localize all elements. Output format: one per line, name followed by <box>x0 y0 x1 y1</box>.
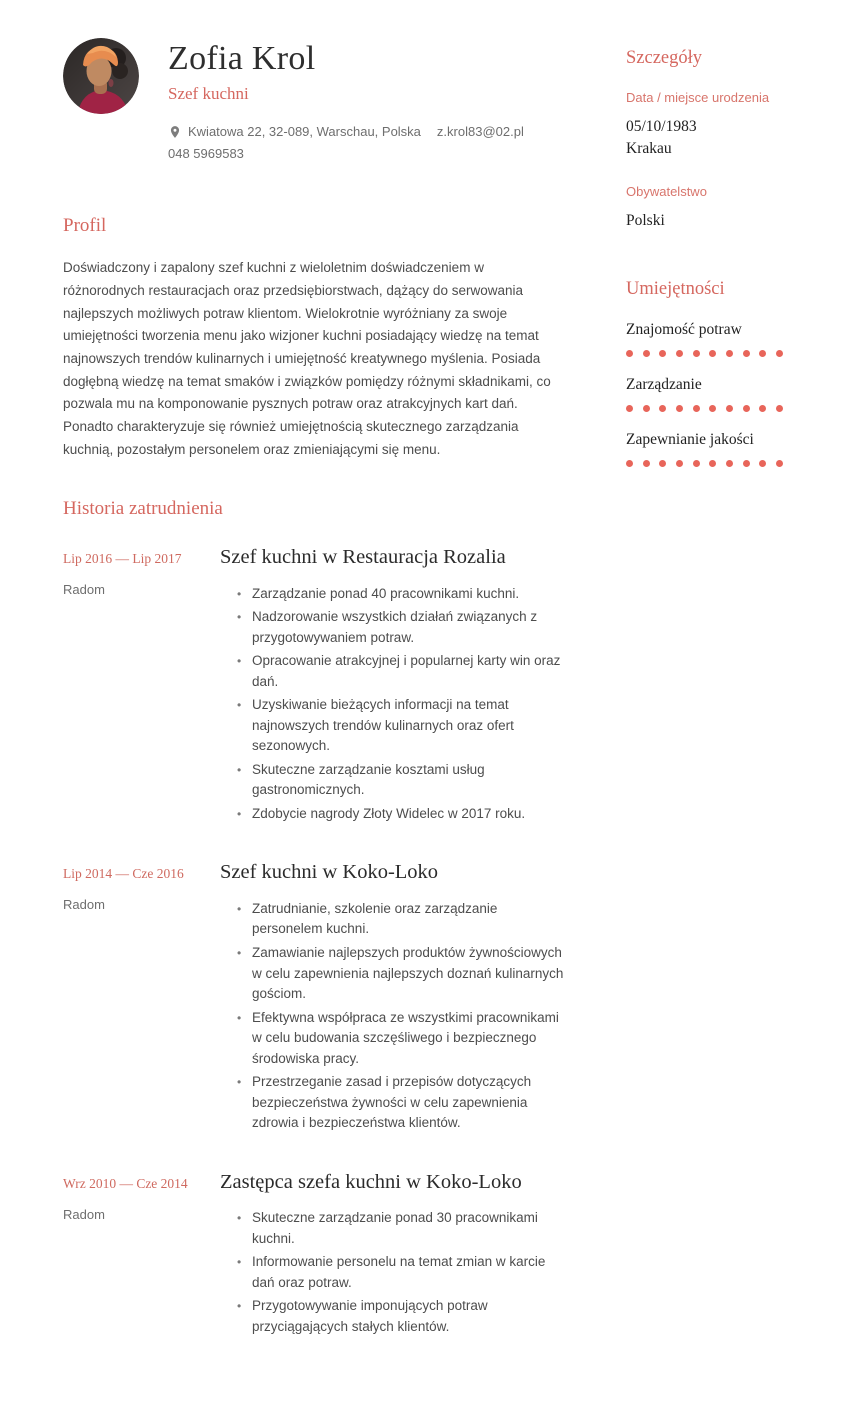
rating-dot <box>693 460 700 467</box>
job-content <box>220 860 569 1136</box>
job-location: Radom <box>63 897 105 913</box>
profile-section <box>63 215 569 461</box>
job-location: Radom <box>63 582 105 598</box>
main-column <box>63 38 569 1373</box>
rating-dot <box>659 405 666 412</box>
job-title: Szef kuchni w Restauracja Rozalia <box>220 546 506 569</box>
rating-dot <box>676 460 683 467</box>
job-duty: • Przygotowywanie imponujących potraw przyciągających stałych klientów. <box>237 1296 569 1337</box>
rating-dot <box>626 405 633 412</box>
job-content <box>220 545 569 827</box>
contact-line <box>168 124 524 139</box>
birth-date-value: 05/10/1983 <box>626 118 697 136</box>
profile-photo-illustration <box>63 38 139 114</box>
skill-rating-dots <box>626 405 783 412</box>
job-content <box>220 1170 569 1341</box>
skill-item <box>626 376 783 412</box>
profile-heading: Profil <box>63 215 107 237</box>
rating-dot <box>693 350 700 357</box>
skill-rating-dots <box>626 460 783 467</box>
rating-dot <box>709 405 716 412</box>
rating-dot <box>759 460 766 467</box>
job-duty: • Nadzorowanie wszystkich działań związanych z przygotowywaniem potraw. <box>237 607 569 648</box>
header-text <box>168 38 524 161</box>
birth-label: Data / miejsce urodzenia <box>626 90 770 106</box>
rating-dot <box>626 350 633 357</box>
email-text: z.krol83@02.pl <box>436 124 524 140</box>
birth-place-value: Krakau <box>626 139 672 157</box>
citizenship-value: Polski <box>626 211 665 229</box>
job-duty: • Efektywna współpraca ze wszystkimi pracownikami w celu budowania szczęśliwego i bezpiecznego środowiska pracy. <box>237 1008 569 1070</box>
skill-name: Zapewnianie jakości <box>626 431 754 449</box>
job-meta <box>63 545 220 827</box>
rating-dot <box>709 350 716 357</box>
job-entry <box>63 1170 569 1341</box>
job-title: Zastępca szefa kuchni w Koko-Loko <box>220 1170 522 1193</box>
employment-heading: Historia zatrudnienia <box>63 498 223 520</box>
skills-section <box>626 278 783 467</box>
resume-header <box>63 38 569 161</box>
job-meta <box>63 860 220 1136</box>
rating-dot <box>643 460 650 467</box>
rating-dot <box>643 405 650 412</box>
location-pin-icon <box>168 125 182 139</box>
job-duties-list <box>220 899 569 1134</box>
job-duty: • Zatrudnianie, szkolenie oraz zarządzanie personelem kuchni. <box>237 899 569 940</box>
address-text: Kwiatowa 22, 32-089, Warschau, Polska <box>188 124 421 140</box>
avatar <box>63 38 139 114</box>
job-duty: • Uzyskiwanie bieżących informacji na temat najnowszych trendów kulinarnych oraz ofert sezonowych. <box>237 695 569 757</box>
details-section <box>626 47 783 231</box>
skill-item <box>626 431 783 467</box>
skills-list <box>626 321 783 467</box>
rating-dot <box>726 460 733 467</box>
rating-dot <box>776 460 783 467</box>
person-name: Zofia Krol <box>168 40 316 77</box>
skill-item <box>626 321 783 357</box>
job-duty: • Zarządzanie ponad 40 pracownikami kuchni. <box>237 584 569 605</box>
birth-detail <box>626 90 783 159</box>
job-dates: Lip 2016 — Lip 2017 <box>63 551 182 567</box>
skills-heading: Umiejętności <box>626 279 725 300</box>
rating-dot <box>776 405 783 412</box>
job-meta <box>63 1170 220 1341</box>
job-duty: • Opracowanie atrakcyjnej i popularnej karty win oraz dań. <box>237 651 569 692</box>
skill-name: Zarządzanie <box>626 376 702 394</box>
job-dates: Wrz 2010 — Cze 2014 <box>63 1175 188 1191</box>
citizenship-detail <box>626 184 783 232</box>
rating-dot <box>676 350 683 357</box>
rating-dot <box>776 350 783 357</box>
rating-dot <box>743 350 750 357</box>
rating-dot <box>659 460 666 467</box>
person-job-title: Szef kuchni <box>168 84 249 104</box>
job-duty: • Informowanie personelu na temat zmian w karcie dań oraz potraw. <box>237 1252 569 1293</box>
rating-dot <box>759 405 766 412</box>
job-title: Szef kuchni w Koko-Loko <box>220 861 439 884</box>
employment-section <box>63 498 569 1340</box>
job-duty: • Przestrzeganie zasad i przepisów dotyczących bezpieczeństwa żywności w celu zapewnienia zdrowia i bezpieczeństwa klientów. <box>237 1072 569 1134</box>
rating-dot <box>743 405 750 412</box>
job-duty: • Skuteczne zarządzanie ponad 30 pracownikami kuchni. <box>237 1208 569 1249</box>
rating-dot <box>693 405 700 412</box>
rating-dot <box>726 405 733 412</box>
skill-rating-dots <box>626 350 783 357</box>
citizenship-label: Obywatelstwo <box>626 183 707 199</box>
job-duties-list <box>220 1208 569 1337</box>
details-heading: Szczegóły <box>626 48 703 68</box>
rating-dot <box>759 350 766 357</box>
job-duty: • Skuteczne zarządzanie kosztami usług gastronomicznych. <box>237 760 569 801</box>
rating-dot <box>709 460 716 467</box>
job-entry <box>63 545 569 827</box>
rating-dot <box>659 350 666 357</box>
job-entry <box>63 860 569 1136</box>
profile-text: Doświadczony i zapalony szef kuchni z wieloletnim doświadczeniem w różnorodnych restauracjach oraz przedsiębiorstwach, dążący do serwowania najlepszych możliwych potraw klientom. Wielokrotnie wyróżniany za swoje umiejętności tworzenia menu jako wizjoner kuchni posiadający wiedzę na temat najnowszych trendów kulinarnych i umiejętność kreatywnego myślenia. Posiada dogłębną wiedzę na temat smaków i związków pomiędzy różnymi składnikami, co pozwala mu na komponowanie pysznych potraw oraz atrakcyjnych kart dań. Ponadto charakteryzuje się również umiejętnością skutecznego zarządzania kuchnią, pozostałym personelem oraz zmieniającymi się menu. <box>63 260 551 457</box>
job-duties-list <box>220 584 569 825</box>
rating-dot <box>643 350 650 357</box>
job-duty: • Zamawianie najlepszych produktów żywnościowych w celu zapewnienia najlepszych doznań kulinarnych gościom. <box>237 943 569 1005</box>
jobs-list <box>63 545 569 1340</box>
job-duty: • Zdobycie nagrody Złoty Widelec w 2017 roku. <box>237 804 569 825</box>
skill-name: Znajomość potraw <box>626 321 742 339</box>
job-dates: Lip 2014 — Cze 2016 <box>63 866 184 882</box>
phone-text: 048 5969583 <box>168 146 244 162</box>
rating-dot <box>743 460 750 467</box>
rating-dot <box>626 460 633 467</box>
sidebar-column <box>626 38 783 1373</box>
job-location: Radom <box>63 1206 105 1222</box>
rating-dot <box>726 350 733 357</box>
rating-dot <box>676 405 683 412</box>
